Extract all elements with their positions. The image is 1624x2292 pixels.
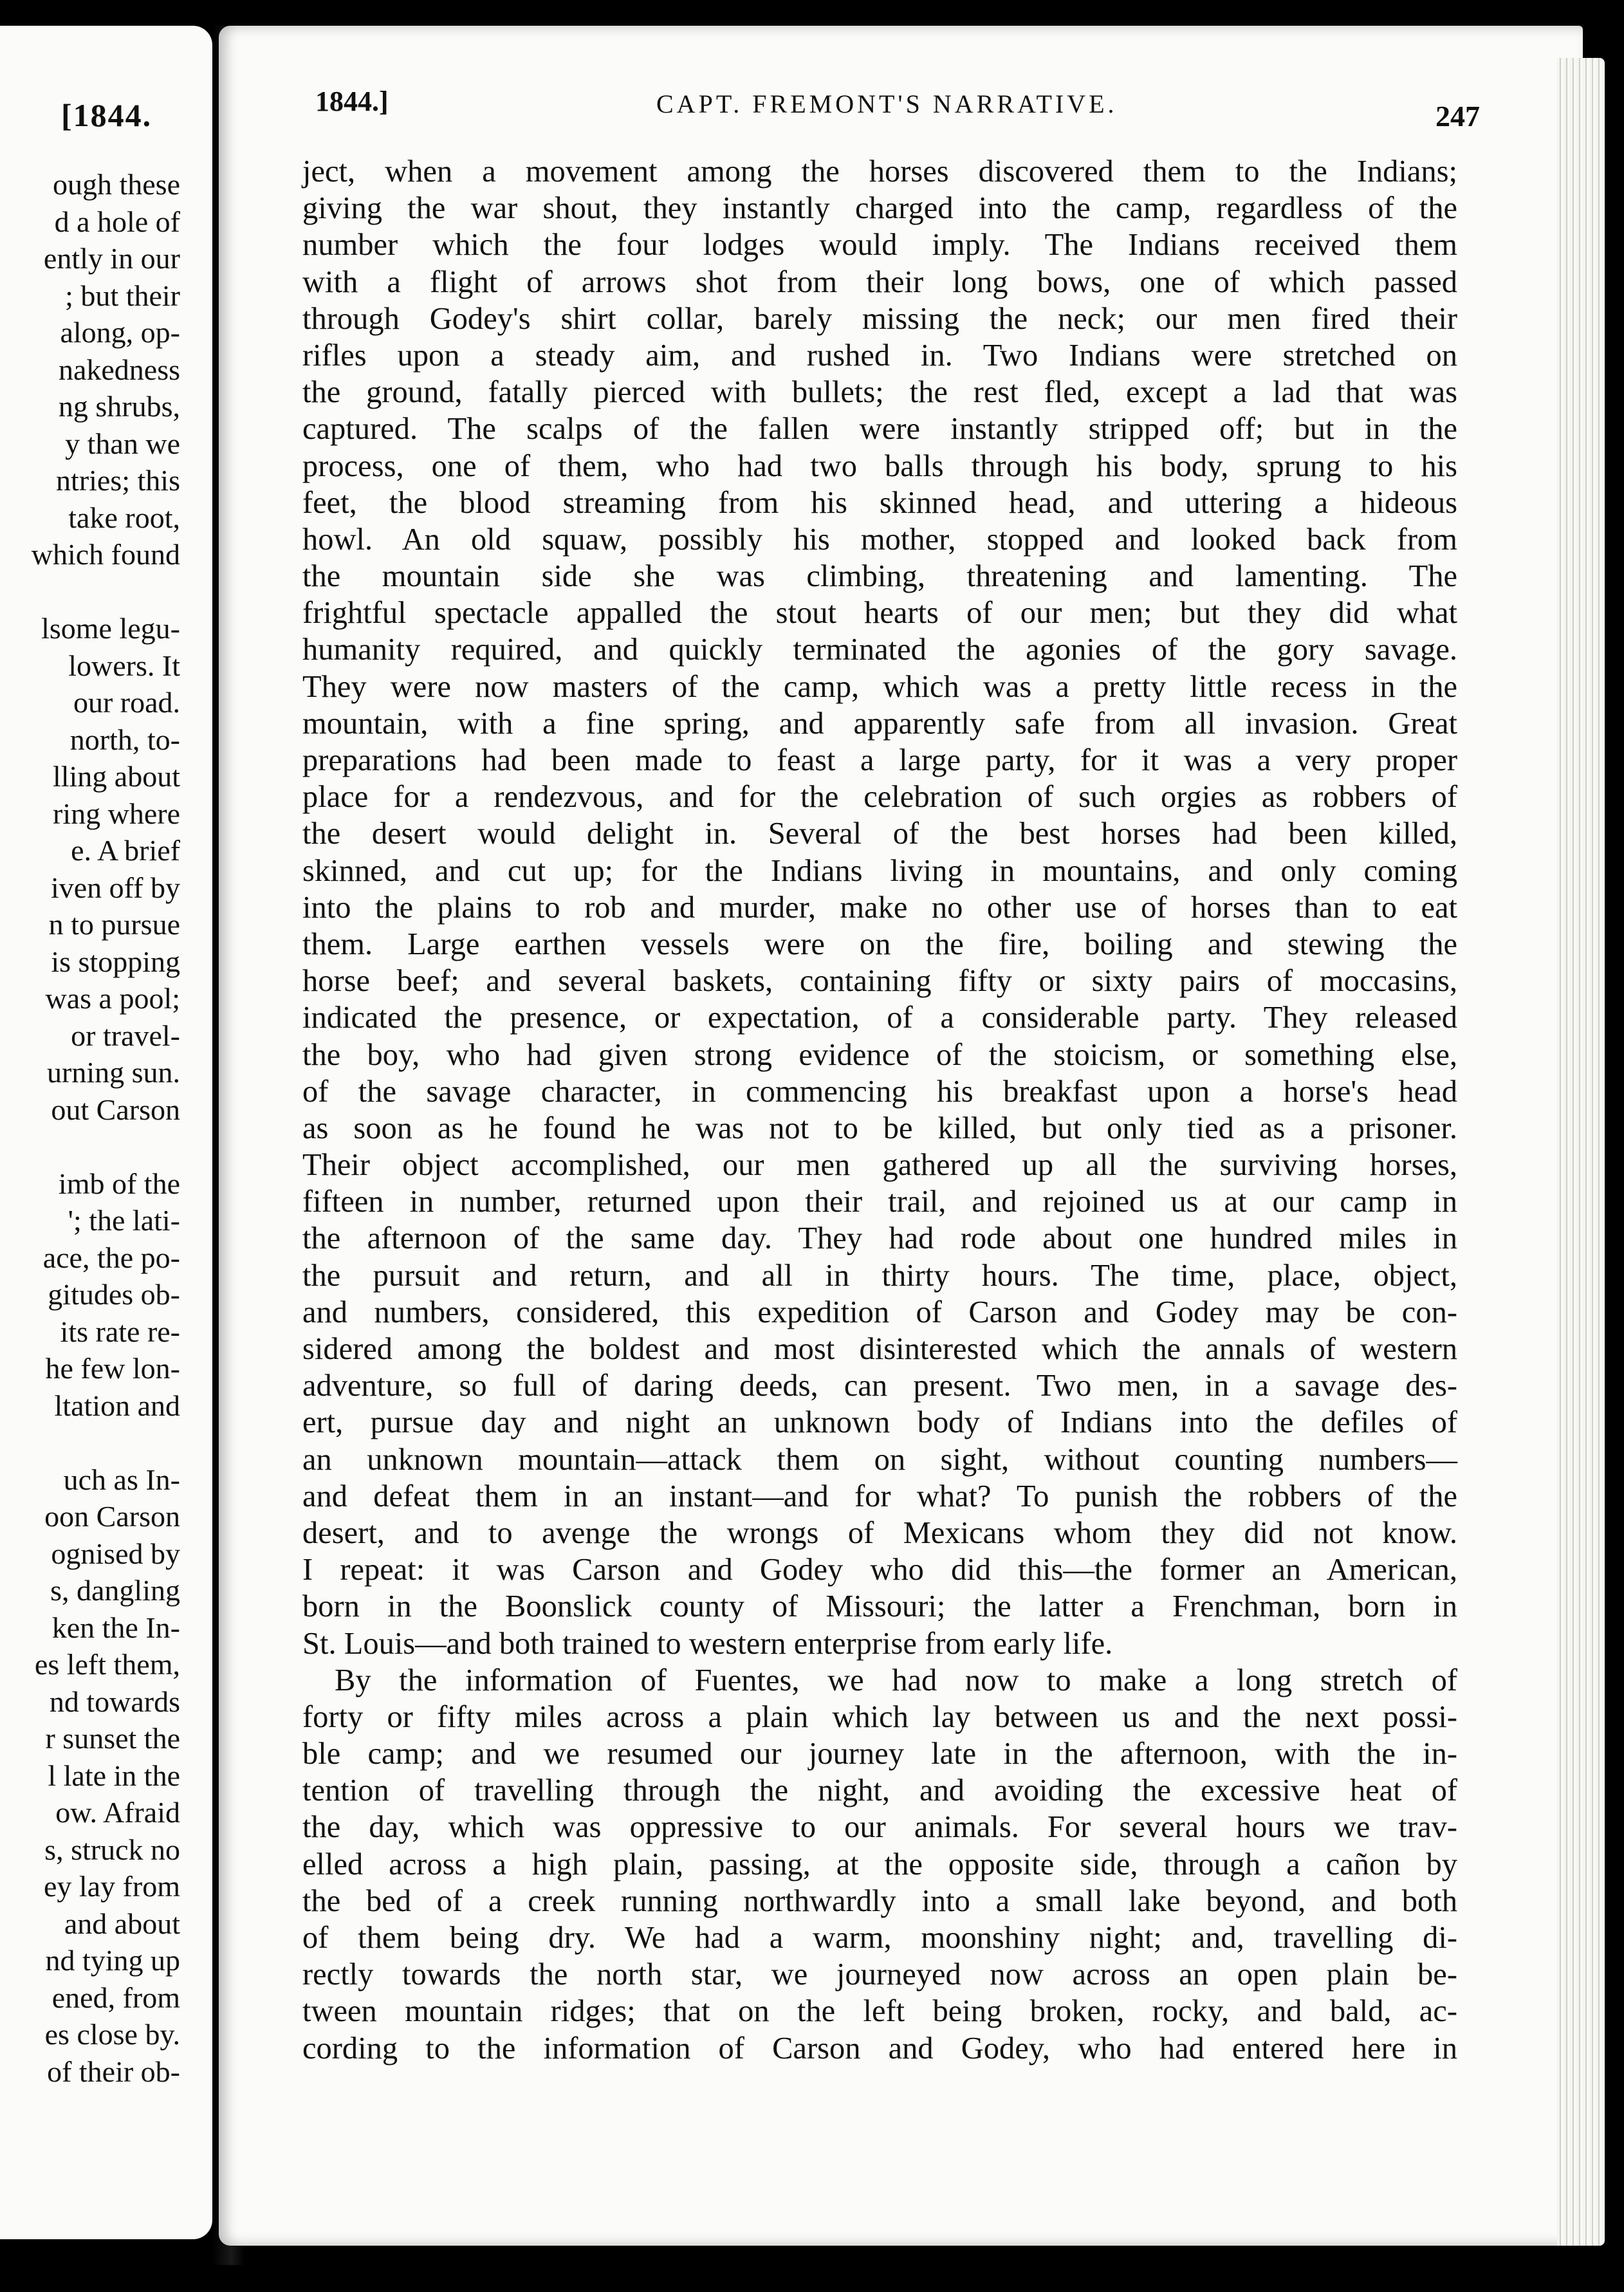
left-page-line: ognised by: [51, 1537, 180, 1570]
text-line: captured. The scalps of the fallen were instantly stripped off; but in the: [302, 412, 1457, 447]
left-page-line: oon Carson: [44, 1500, 180, 1533]
text-line: indicated the presence, or expectation, of a considerable party. They released: [302, 1001, 1457, 1035]
text-line: horse beef; and several baskets, containing fifty or sixty pairs of moccasins,: [302, 964, 1457, 999]
left-page-line: along, op-: [60, 316, 180, 349]
text-line: tween mountain ridges; that on the left being broken, rocky, and bald, ac-: [302, 1994, 1457, 2029]
body-text: [302, 153, 1457, 2067]
left-page-line: lling about: [52, 760, 180, 793]
left-page-line: ntries; this: [56, 464, 180, 497]
left-page-line: ough these: [52, 168, 180, 201]
left-page-line: ring where: [53, 797, 180, 830]
left-page-line: of their ob-: [47, 2055, 180, 2088]
text-line: ert, pursue day and night an unknown body of Indians into the defiles of: [302, 1405, 1457, 1440]
left-page: [0, 26, 212, 2239]
left-page-line: ng shrubs,: [58, 390, 180, 423]
left-page-line: es close by.: [44, 2018, 180, 2051]
page-edges: [1557, 58, 1605, 2246]
left-page-line: nakedness: [58, 353, 180, 386]
running-head-title: CAPT. FREMONT'S NARRATIVE.: [656, 89, 1118, 118]
left-page-line: ltation and: [54, 1389, 180, 1422]
left-page-line: '; the lati-: [68, 1204, 180, 1237]
text-line: the day, which was oppressive to our animals. For several hours we trav-: [302, 1810, 1457, 1845]
left-page-line: or travel-: [71, 1019, 180, 1052]
text-line: the pursuit and return, and all in thirty hours. The time, place, object,: [302, 1258, 1457, 1293]
text-line: preparations had been made to feast a large party, for it was a very proper: [302, 743, 1457, 777]
left-page-line: its rate re-: [60, 1315, 180, 1348]
text-line: feet, the blood streaming from his skinned head, and uttering a hideous: [302, 485, 1457, 520]
text-line: ble camp; and we resumed our journey late in the afternoon, with the in-: [302, 1737, 1457, 1771]
left-page-line: iven off by: [50, 871, 180, 904]
left-page-line: ey lay from: [43, 1870, 180, 1903]
text-line: the boy, who had given strong evidence of the stoicism, or something else,: [302, 1037, 1457, 1072]
text-line: tention of travelling through the night, and avoiding the excessive heat of: [302, 1773, 1457, 1808]
text-line: and defeat them in an instant—and for what? To punish the robbers of the: [302, 1479, 1457, 1513]
left-page-header: [1844.: [61, 97, 152, 133]
left-page-line: he few lon-: [45, 1352, 180, 1385]
text-line: fifteen in number, returned upon their trail, and rejoined us at our camp in: [302, 1185, 1457, 1219]
left-page-text: [32, 166, 180, 2090]
text-line: of them being dry. We had a warm, moonshiny night; and, travelling di-: [302, 1921, 1457, 1955]
text-line: Their object accomplished, our men gathered up all the surviving horses,: [302, 1148, 1457, 1183]
left-page-line: ow. Afraid: [55, 1796, 180, 1829]
text-line: frightful spectacle appalled the stout hearts of our men; but they did what: [302, 596, 1457, 631]
left-page-line: ently in our: [43, 242, 180, 275]
left-page-line: ened, from: [51, 1981, 180, 2014]
left-page-line: s, dangling: [50, 1574, 180, 1607]
text-line: elled across a high plain, passing, at the opposite side, through a cañon by: [302, 1847, 1457, 1881]
text-line: I repeat: it was Carson and Godey who did this—the former an American,: [302, 1553, 1457, 1587]
text-line: the bed of a creek running northwardly into a small lake beyond, and both: [302, 1883, 1457, 1918]
left-page-line: l late in the: [48, 1759, 180, 1792]
left-page-line: gitudes ob-: [48, 1278, 180, 1311]
left-page-line: is stopping: [51, 945, 180, 978]
left-page-line: [32, 1424, 180, 1461]
text-line: into the plains to rob and murder, make no other use of horses than to eat: [302, 890, 1457, 925]
text-line: humanity required, and quickly terminated the agonies of the gory savage.: [302, 633, 1457, 667]
text-line: them. Large earthen vessels were on the fire, boiling and stewing the: [302, 927, 1457, 961]
left-page-line: north, to-: [69, 723, 180, 756]
text-line: place for a rendezvous, and for the celebration of such orgies as robbers of: [302, 780, 1457, 815]
text-line: born in the Boonslick county of Missouri; the latter a Frenchman, born in: [302, 1589, 1457, 1624]
text-line: cording to the information of Carson and Godey, who had entered here in: [302, 2031, 1457, 2066]
page-number: 247: [1435, 100, 1480, 133]
text-line: ject, when a movement among the horses discovered them to the Indians;: [302, 154, 1457, 189]
left-page-line: urning sun.: [47, 1056, 180, 1089]
text-line: desert, and to avenge the wrongs of Mexicans whom they did not know.: [302, 1515, 1457, 1550]
text-line: through Godey's shirt collar, barely missing the neck; our men fired their: [302, 301, 1457, 336]
text-line: and numbers, considered, this expedition of Carson and Godey may be con-: [302, 1295, 1457, 1329]
text-line: number which the four lodges would imply. The Indians received them: [302, 228, 1457, 263]
left-page-line: out Carson: [51, 1093, 180, 1126]
left-page-line: nd towards: [49, 1685, 180, 1718]
text-line: the ground, fatally pierced with bullets; the rest fled, except a lad that was: [302, 375, 1457, 410]
left-page-line: take root,: [68, 501, 180, 534]
left-page-line: lsome legu-: [41, 612, 180, 645]
left-page-line: lowers. It: [68, 649, 180, 682]
text-line: mountain, with a fine spring, and apparently safe from all invasion. Great: [302, 706, 1457, 741]
left-page-line: our road.: [73, 686, 180, 719]
running-head: [315, 85, 1480, 133]
running-head-date: 1844.]: [315, 86, 389, 117]
left-page-line: imb of the: [58, 1167, 180, 1200]
text-line: rectly towards the north star, we journeyed now across an open plain be-: [302, 1957, 1457, 1992]
left-page-line: e. A brief: [71, 834, 180, 867]
text-line: St. Louis—and both trained to western enterprise from early life.: [302, 1626, 1113, 1661]
text-line: process, one of them, who had two balls through his body, sprung to his: [302, 448, 1457, 483]
text-line: rifles upon a steady aim, and rushed in. Two Indians were stretched on: [302, 338, 1457, 373]
text-line: They were now masters of the camp, which was a pretty little recess in the: [302, 669, 1457, 704]
text-line: the desert would delight in. Several of the best horses had been killed,: [302, 817, 1457, 851]
left-page-line: r sunset the: [45, 1722, 180, 1755]
text-line: By the information of Fuentes, we had now to make a long stretch of: [335, 1663, 1457, 1697]
left-page-line: [32, 573, 180, 611]
left-page-line: which found: [31, 538, 180, 571]
text-line: skinned, and cut up; for the Indians living in mountains, and only coming: [302, 853, 1457, 888]
left-page-line: ken the In-: [51, 1611, 180, 1644]
text-line: as soon as he found he was not to be killed, but only tied as a prisoner.: [302, 1111, 1457, 1145]
text-line: with a flight of arrows shot from their long bows, one of which passed: [302, 264, 1457, 299]
text-line: adventure, so full of daring deeds, can present. Two men, in a savage des-: [302, 1369, 1457, 1403]
left-page-line: ace, the po-: [42, 1241, 180, 1274]
text-line: giving the war shout, they instantly charged into the camp, regardless of the: [302, 191, 1457, 226]
left-page-line: ; but their: [65, 279, 180, 312]
left-page-line: uch as In-: [63, 1463, 180, 1496]
left-page-line: y than we: [65, 427, 180, 460]
text-line: the afternoon of the same day. They had rode about one hundred miles in: [302, 1221, 1457, 1256]
text-line: the mountain side she was climbing, threatening and lamenting. The: [302, 559, 1457, 594]
left-page-line: nd tying up: [45, 1944, 180, 1977]
left-page-line: s, struck no: [44, 1833, 180, 1866]
left-page-line: n to pursue: [48, 908, 180, 941]
left-page-line: and about: [64, 1907, 180, 1940]
text-line: sidered among the boldest and most disinterested which the annals of western: [302, 1332, 1457, 1366]
left-page-line: was a pool;: [45, 982, 180, 1015]
left-page-line: [32, 1128, 180, 1165]
text-line: of the savage character, in commencing his breakfast upon a horse's head: [302, 1074, 1457, 1109]
text-line: howl. An old squaw, possibly his mother, stopped and looked back from: [302, 522, 1457, 557]
left-page-line: es left them,: [34, 1648, 180, 1681]
text-line: forty or fifty miles across a plain which lay between us and the next possi-: [302, 1699, 1457, 1734]
left-page-line: d a hole of: [54, 205, 180, 238]
text-line: an unknown mountain—attack them on sight, without counting numbers—: [302, 1442, 1457, 1477]
